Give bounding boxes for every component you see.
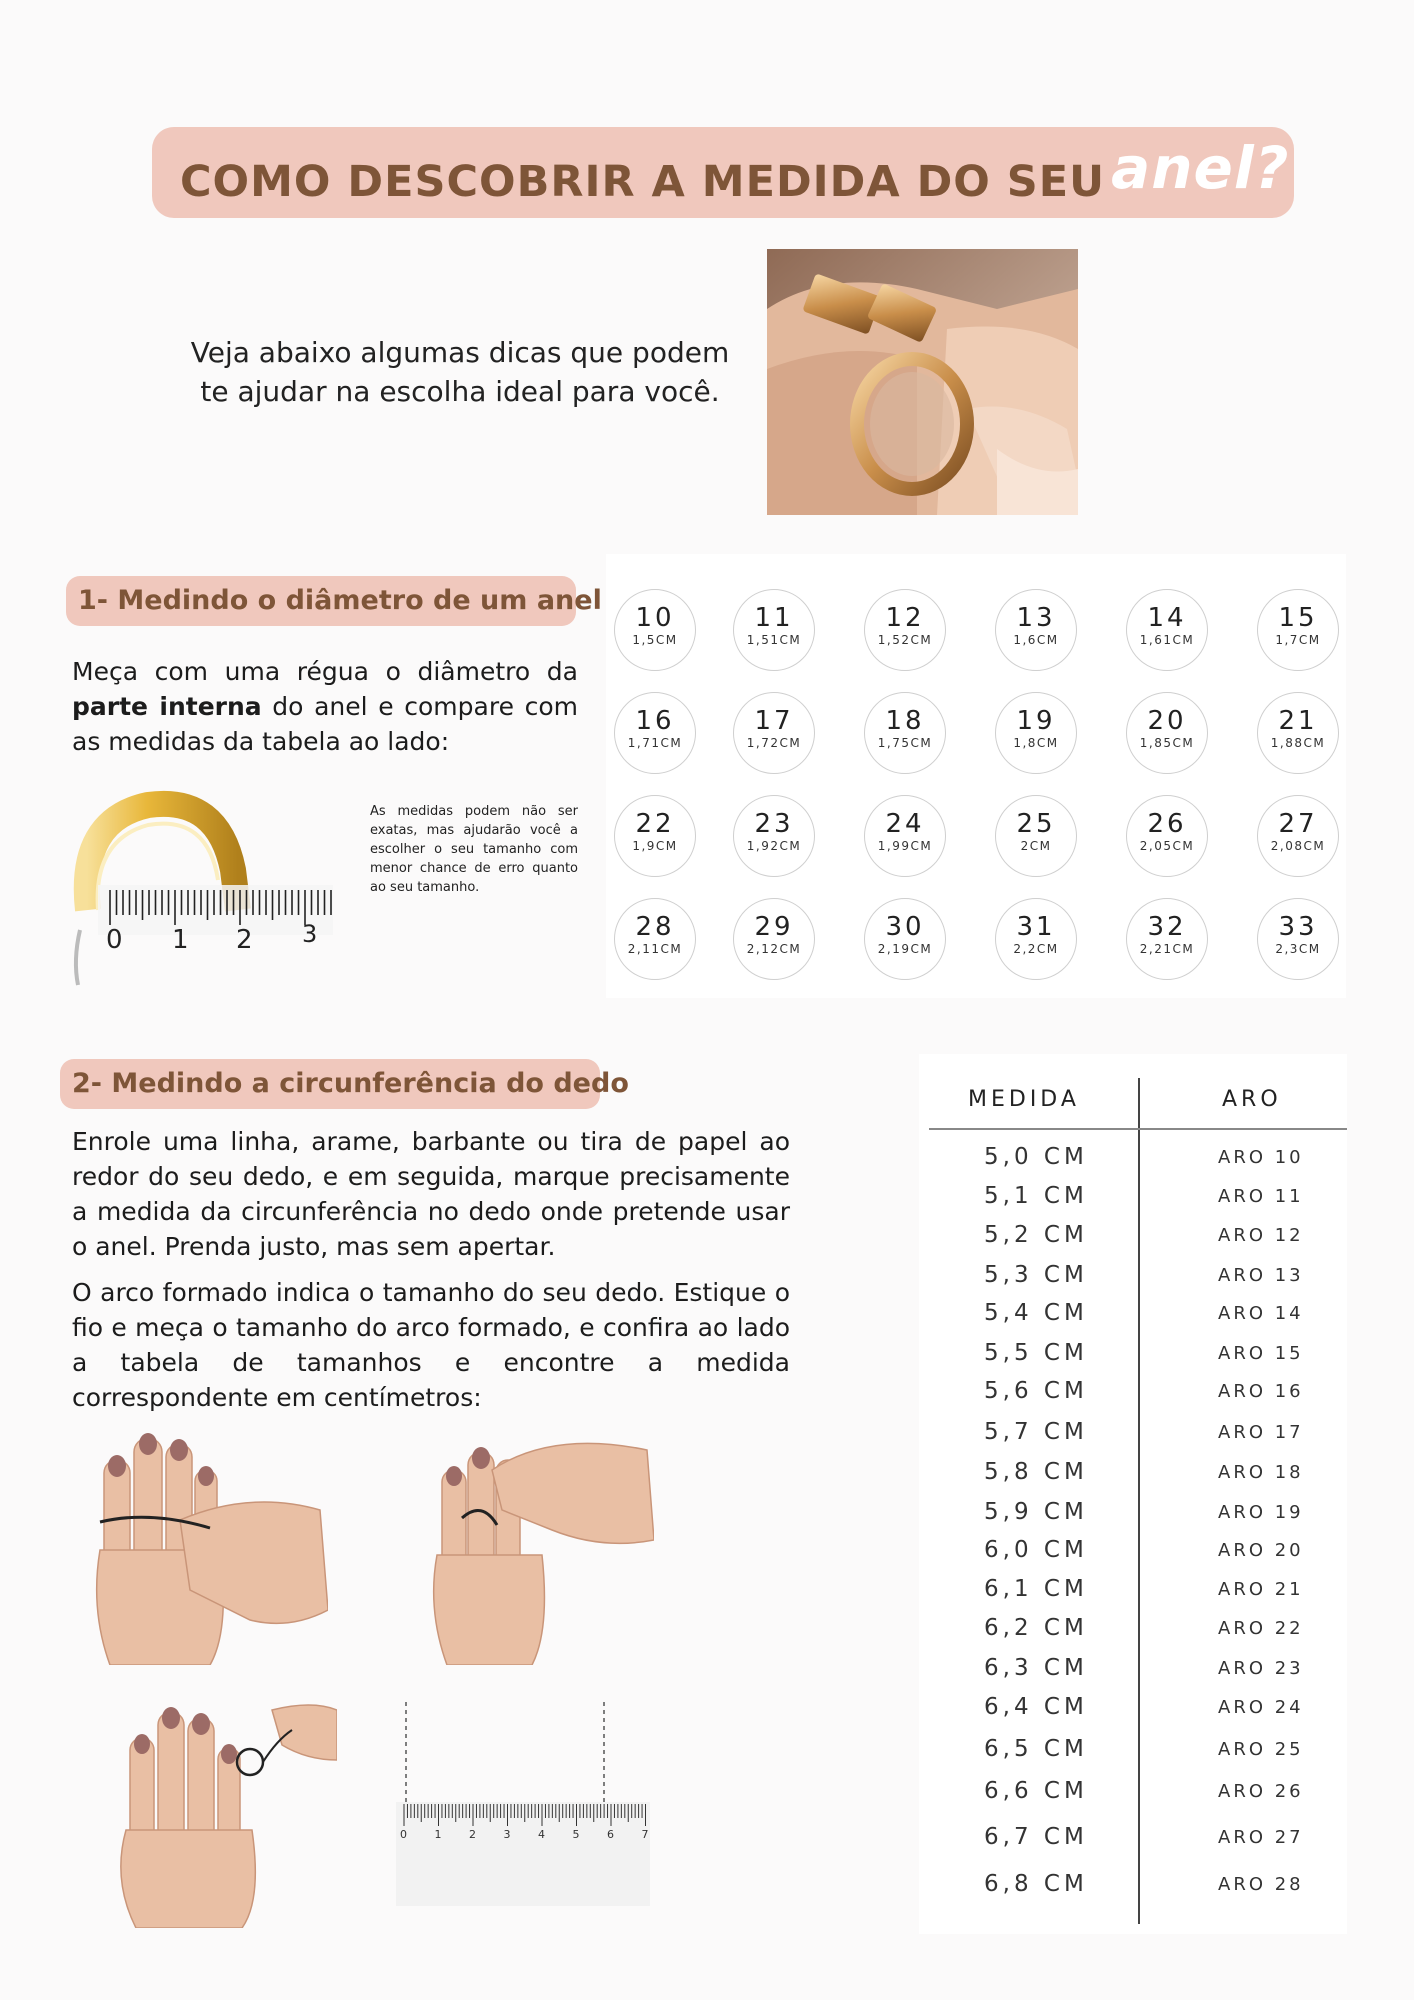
hand-wrap-photo-2 [432,1430,654,1665]
size-circle-number: 19 [1016,706,1056,736]
size-circle [864,795,946,877]
section1-text-bold: parte interna [72,692,262,721]
size-circle [1126,589,1208,671]
ruler1-label-2: 2 [236,925,253,955]
size-circle-number: 12 [885,603,925,633]
table-cell-aro: ARO 20 [1218,1540,1304,1561]
size-circle [614,795,696,877]
size-circle-diameter: 2CM [1020,839,1052,853]
table-cell-aro: ARO 23 [1218,1658,1304,1679]
ruler-measure-illustration [392,1702,656,1908]
size-circle-diameter: 2,19CM [877,942,933,956]
size-circle-diameter: 1,92CM [746,839,802,853]
table-cell-aro: ARO 14 [1218,1303,1304,1324]
size-circle-diameter: 2,08CM [1270,839,1326,853]
section2-paragraph-2: O arco formado indica o tamanho do seu dedo. Estique o fio e meça o tamanho do arco formado, e confira ao lado a tabela de tamanhos e encontre a medida correspondente em centímetros: [72,1278,790,1412]
size-circle-diameter: 1,71CM [627,736,683,750]
size-circle [1126,692,1208,774]
size-circle-number: 11 [754,603,794,633]
table-cell-medida: 6,1 CM [984,1576,1088,1602]
table-cell-aro: ARO 26 [1218,1781,1304,1802]
size-circle [1257,692,1339,774]
size-circle [1126,898,1208,980]
table-cell-medida: 5,3 CM [984,1262,1088,1288]
size-circle-number: 15 [1278,603,1318,633]
section1-header: 1- Medindo o diâmetro de um anel [66,576,576,626]
size-circle [995,692,1077,774]
size-circle-number: 13 [1016,603,1056,633]
size-circle [733,795,815,877]
ruler2-label: 6 [607,1828,614,1841]
size-circle-diameter: 1,72CM [746,736,802,750]
table-cell-medida: 5,7 CM [984,1419,1088,1445]
table-divider-horizontal [929,1128,1347,1130]
size-circle [733,692,815,774]
table-cell-medida: 6,3 CM [984,1655,1088,1681]
size-circle-diameter: 2,2CM [1013,942,1059,956]
ruler2-label: 2 [469,1828,476,1841]
table-cell-aro: ARO 24 [1218,1697,1304,1718]
size-circle-diameter: 2,3CM [1275,942,1321,956]
size-circle-number: 26 [1147,809,1187,839]
size-circle-diameter: 1,99CM [877,839,933,853]
table-cell-aro: ARO 19 [1218,1502,1304,1523]
size-circle-number: 14 [1147,603,1187,633]
size-circle [614,692,696,774]
size-circle-diameter: 1,85CM [1139,736,1195,750]
table-cell-medida: 6,2 CM [984,1615,1088,1641]
table-cell-medida: 5,9 CM [984,1499,1088,1525]
size-circle-diameter: 1,75CM [877,736,933,750]
size-circle-number: 10 [635,603,675,633]
table-header-aro: ARO [1222,1087,1282,1112]
size-circle [864,898,946,980]
size-circle-number: 22 [635,809,675,839]
table-cell-medida: 6,8 CM [984,1871,1088,1897]
table-cell-aro: ARO 17 [1218,1422,1304,1443]
size-circle-diameter: 1,88CM [1270,736,1326,750]
table-cell-medida: 6,5 CM [984,1736,1088,1762]
size-circle [733,589,815,671]
size-circle-diameter: 2,11CM [627,942,683,956]
table-cell-medida: 5,4 CM [984,1300,1088,1326]
size-circle-diameter: 2,21CM [1139,942,1195,956]
hero-ring-photo [767,249,1078,515]
size-circle [1257,589,1339,671]
table-cell-aro: ARO 12 [1218,1225,1304,1246]
size-circle-number: 32 [1147,912,1187,942]
size-circle-diameter: 1,51CM [746,633,802,647]
table-cell-aro: ARO 15 [1218,1343,1304,1364]
ruler1-label-1: 1 [172,925,189,955]
size-circle-diameter: 1,8CM [1013,736,1059,750]
table-cell-aro: ARO 10 [1218,1147,1304,1168]
size-circle-diameter: 2,05CM [1139,839,1195,853]
title-accent: anel? [1111,134,1290,202]
size-circle-number: 18 [885,706,925,736]
table-cell-medida: 6,6 CM [984,1778,1088,1804]
section2-paragraph-1: Enrole uma linha, arame, barbante ou tira de papel ao redor do seu dedo, e em seguida, marque precisamente a medida da circunferência no dedo onde pretende usar o anel. Prenda justo, mas sem apertar. [72,1127,790,1261]
section1-text [72,654,578,759]
size-circle-number: 20 [1147,706,1187,736]
size-circle-number: 16 [635,706,675,736]
ruler2-label: 7 [641,1828,649,1841]
table-cell-aro: ARO 22 [1218,1618,1304,1639]
table-cell-medida: 5,5 CM [984,1340,1088,1366]
table-cell-aro: ARO 11 [1218,1186,1304,1207]
size-circle-number: 33 [1278,912,1318,942]
hand-string-photo [112,1700,337,1928]
section2-header: 2- Medindo a circunferência do dedo [60,1059,600,1109]
table-cell-medida: 6,0 CM [984,1537,1088,1563]
ruler2-label: 5 [572,1828,580,1841]
size-circle [1257,898,1339,980]
size-circle-diameter: 2,12CM [746,942,802,956]
table-cell-aro: ARO 13 [1218,1265,1304,1286]
ruler1-label-3: 3 [302,920,318,948]
size-circle-number: 24 [885,809,925,839]
size-circle [995,898,1077,980]
size-circle-diameter: 1,6CM [1013,633,1059,647]
size-circle-number: 27 [1278,809,1318,839]
size-circle-number: 17 [754,706,794,736]
table-cell-aro: ARO 16 [1218,1381,1304,1402]
size-circle [733,898,815,980]
size-circle [1257,795,1339,877]
ruler2-label: 1 [434,1828,442,1841]
table-cell-medida: 5,6 CM [984,1378,1088,1404]
size-circle-number: 30 [885,912,925,942]
section1-text-before: Meça com uma régua o diâmetro da [72,657,578,686]
table-cell-medida: 5,8 CM [984,1459,1088,1485]
size-circle-number: 23 [754,809,794,839]
size-circle [614,589,696,671]
size-circle [864,692,946,774]
table-header-medida: MEDIDA [968,1087,1080,1112]
size-circle [614,898,696,980]
ruler2-label: 0 [400,1828,407,1841]
table-divider-vertical [1138,1078,1140,1924]
table-cell-medida: 5,0 CM [984,1144,1088,1170]
size-circle-number: 31 [1016,912,1056,942]
size-circle-diameter: 1,7CM [1275,633,1321,647]
table-cell-aro: ARO 27 [1218,1827,1304,1848]
size-circle-number: 29 [754,912,794,942]
table-cell-aro: ARO 21 [1218,1579,1304,1600]
ring-size-grid [606,554,1346,998]
ruler2-label: 3 [503,1828,511,1841]
size-circle [995,589,1077,671]
size-circle [864,589,946,671]
size-circle-diameter: 1,5CM [632,633,678,647]
section1-note: As medidas podem não ser exatas, mas ajudarão você a escolher o seu tamanho com menor chance de erro quanto ao seu tamanho. [370,804,578,895]
size-circle-number: 28 [635,912,675,942]
table-cell-medida: 6,4 CM [984,1694,1088,1720]
size-circle-diameter: 1,52CM [877,633,933,647]
ruler2-label: 4 [538,1828,545,1841]
size-circle-diameter: 1,61CM [1139,633,1195,647]
section1-text-after: do anel e compare com as medidas da tabela ao lado: [72,692,578,756]
hand-wrap-photo-1 [90,1430,328,1665]
table-cell-aro: ARO 25 [1218,1739,1304,1760]
size-circle-number: 21 [1278,706,1318,736]
title-main: COMO DESCOBRIR A MEDIDA DO SEU [180,157,1106,207]
size-circle [995,795,1077,877]
ring-ruler-illustration [68,790,338,990]
ruler1-label-0: 0 [106,925,123,955]
size-circle-diameter: 1,9CM [632,839,678,853]
size-circle-number: 25 [1016,809,1056,839]
table-cell-medida: 5,1 CM [984,1183,1088,1209]
table-cell-aro: ARO 18 [1218,1462,1304,1483]
size-circle [1126,795,1208,877]
intro-text: Veja abaixo algumas dicas que podem te ajudar na escolha ideal para você. [190,336,730,408]
page-title [180,134,1290,211]
table-cell-medida: 6,7 CM [984,1824,1088,1850]
table-cell-medida: 5,2 CM [984,1222,1088,1248]
table-cell-aro: ARO 28 [1218,1874,1304,1895]
